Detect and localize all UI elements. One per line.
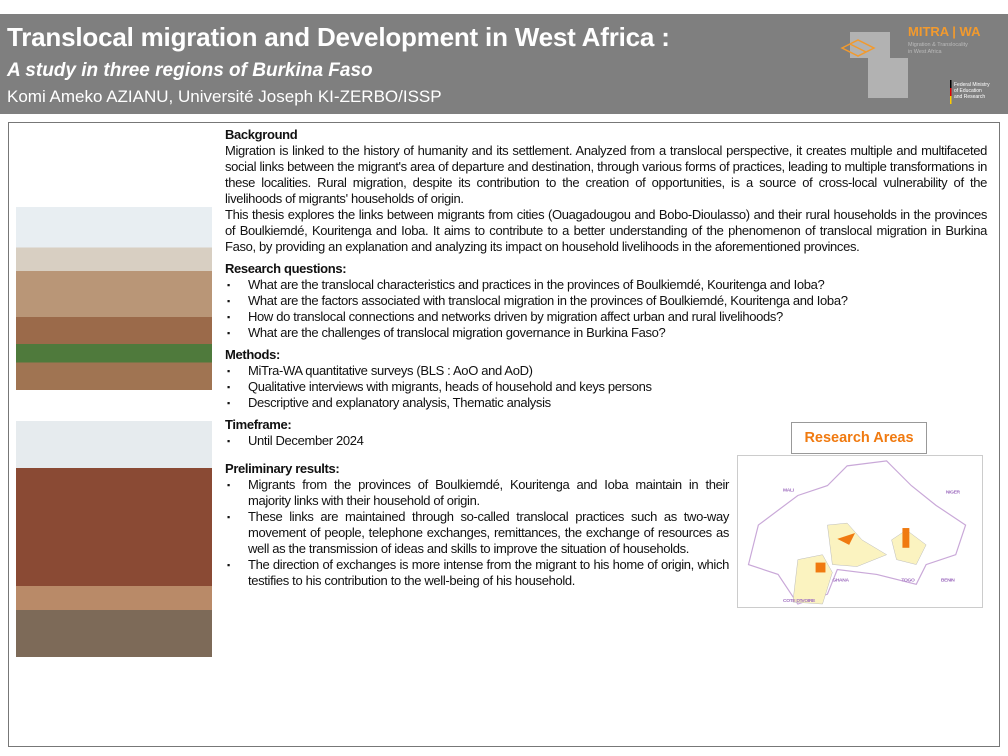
poster-author: Komi Ameko AZIANU, Université Joseph KI-ZERBO/ISSP (7, 87, 442, 106)
list-item: ▪ What are the factors associated with translocal migration in the provinces of Boulkiemdé, Kouritenga and Ioba? (225, 293, 987, 309)
questions-list (225, 277, 987, 341)
mitra-wa-logo (838, 18, 998, 110)
methods-list (225, 363, 987, 411)
results-list (225, 477, 987, 589)
timeframe-heading: Timeframe: (225, 417, 292, 432)
map-label-ghana: GHANA (832, 578, 849, 584)
research-areas-label: Research Areas (791, 422, 927, 454)
svg-text:Federal Ministry: Federal Ministry (954, 82, 990, 88)
photo-brick-house (16, 421, 212, 657)
list-item: ▪ How do translocal connections and networks driven by migration affect urban and rural livelihoods? (225, 309, 987, 325)
photo-house-wall (16, 207, 212, 390)
svg-text:MITRA | WA: MITRA | WA (908, 24, 981, 39)
poster-title: Translocal migration and Development in West Africa : (7, 22, 670, 52)
methods-heading: Methods: (225, 347, 280, 362)
list-item: ▪ What are the translocal characteristics and practices in the provinces of Boulkiemdé, Kouritenga and Ioba? (225, 277, 987, 293)
poster-header (0, 14, 1008, 114)
list-item: ▪ Qualitative interviews with migrants, heads of household and keys persons (225, 379, 987, 395)
list-item: ▪ MiTra-WA quantitative surveys (BLS : AoO and AoD) (225, 363, 987, 379)
svg-text:of Education: of Education (954, 88, 982, 94)
map-label-togo: TOGO (901, 578, 915, 584)
map-label-benin: BENIN (940, 578, 955, 584)
map-label-cote-divoire: COTE D'IVOIRE (783, 599, 815, 605)
svg-text:and Research: and Research (954, 94, 986, 100)
map-label-niger: NIGER (945, 490, 960, 496)
questions-heading: Research questions: (225, 261, 347, 276)
list-item: ▪ Descriptive and explanatory analysis, Thematic analysis (225, 395, 987, 411)
background-heading: Background (225, 127, 298, 142)
results-heading: Preliminary results: (225, 461, 340, 476)
poster-subtitle: A study in three regions of Burkina Faso (7, 60, 373, 81)
svg-text:Migration & Translocality: Migration & Translocality (908, 42, 968, 48)
list-item: ▪ The direction of exchanges is more intense from the migrant to his home of origin, which testifies to his contribution to the well-being of his household. (225, 557, 987, 589)
poster-content (225, 127, 987, 612)
list-item: ▪ What are the challenges of translocal migration governance in Burkina Faso? (225, 325, 987, 341)
svg-text:in West Africa: in West Africa (908, 49, 942, 55)
background-paragraph-1: Migration is linked to the history of humanity and its settlement. Analyzed from a translocal perspective, it creates multiple and multifaceted social links between the migrant's area of departure and destination, through various forms of practices, leading to multiple transformations in these localities. Rural migration, despite its contribution to the creation of opportunities, is a source of cross-local vulnerability of the livelihoods of migrants' households of origin. (225, 143, 987, 206)
map-label-mali: MALI (783, 488, 794, 494)
list-item: ▪ These links are maintained through so-called translocal practices such as two-way movement of people, telephone exchanges, remittances, the exchange of resources as well as the transmission of ideas and skills to improve the situation of households. (225, 509, 987, 557)
list-item: ▪ Migrants from the provinces of Boulkiemdé, Kouritenga and Ioba maintain in their majority links with their household of origin. (225, 477, 987, 509)
timeframe-list (225, 433, 987, 449)
background-paragraph-2: This thesis explores the links between migrants from cities (Ouagadougou and Bobo-Dioulasso) and their rural households in the provinces of Boulkiemdé, Kouritenga and Ioba. It aims to contribute to a better understanding of the phenomenon of translocal migration in Burkina Faso, by providing an explanation and analyzing its impact on household livelihoods in the aforementioned provinces. (225, 207, 987, 254)
list-item: ▪ Until December 2024 (225, 433, 987, 449)
